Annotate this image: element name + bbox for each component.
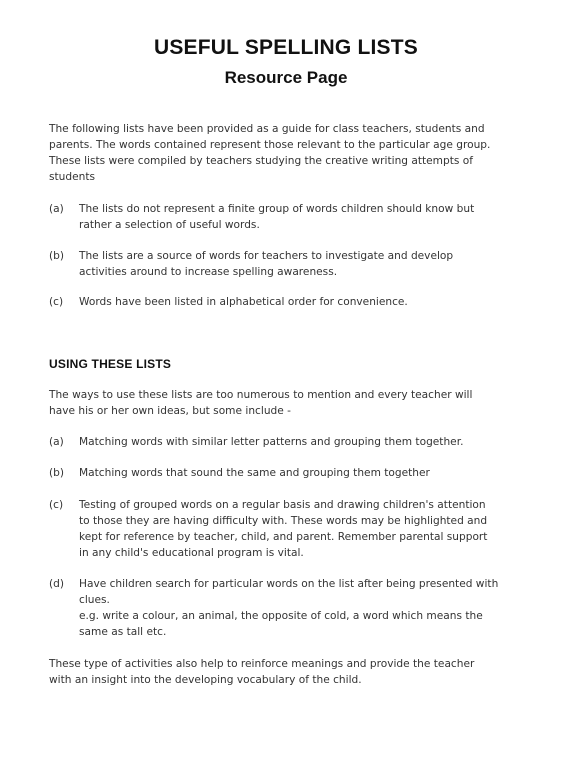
usage-marker: (c) bbox=[49, 499, 64, 511]
usage-text: Testing of grouped words on a regular basis and drawing children's attention to those they are having difficulty with. These words may be highlighted and kept for reference by teacher, child, and parent. Remember parental support in any child's educational program is vital. bbox=[79, 499, 488, 559]
note-text: Words have been listed in alphabetical order for convenience. bbox=[79, 296, 408, 308]
usage-marker: (a) bbox=[49, 436, 64, 448]
usage-marker: (b) bbox=[49, 467, 64, 479]
usage-marker: (d) bbox=[49, 578, 64, 590]
section-heading: USING THESE LISTS bbox=[49, 357, 172, 371]
note-text: The lists are a source of words for teachers to investigate and develop activities around to increase spelling awareness. bbox=[79, 250, 454, 278]
usage-text-main: Have children search for particular words on the list after being presented with clues. bbox=[79, 578, 499, 606]
note-text: The lists do not represent a finite group of words children should know but rather a selection of useful words. bbox=[79, 203, 475, 231]
usage-text: Matching words with similar letter patterns and grouping them together. bbox=[79, 436, 464, 448]
usage-text: Matching words that sound the same and grouping them together bbox=[79, 467, 430, 479]
note-marker: (a) bbox=[49, 203, 64, 215]
section-intro: The ways to use these lists are too numerous to mention and every teacher will have his or her own ideas, but some include - bbox=[49, 389, 473, 417]
page-title: USEFUL SPELLING LISTS bbox=[153, 36, 418, 59]
usage-text bbox=[79, 576, 499, 640]
note-marker: (b) bbox=[49, 250, 64, 262]
page-subtitle: Resource Page bbox=[224, 68, 348, 87]
closing-paragraph: These type of activities also help to reinforce meanings and provide the teacher with an insight into the developing vocabulary of the child. bbox=[49, 658, 475, 686]
usage-example: e.g. write a colour, an animal, the opposite of cold, a word which means the same as tall etc. bbox=[79, 610, 483, 638]
intro-paragraph: The following lists have been provided as a guide for class teachers, students and parents. The words contained represent those relevant to the particular age group. These lists were compiled by teachers studying the creative writing attempts of students bbox=[49, 123, 491, 183]
note-marker: (c) bbox=[49, 296, 64, 308]
